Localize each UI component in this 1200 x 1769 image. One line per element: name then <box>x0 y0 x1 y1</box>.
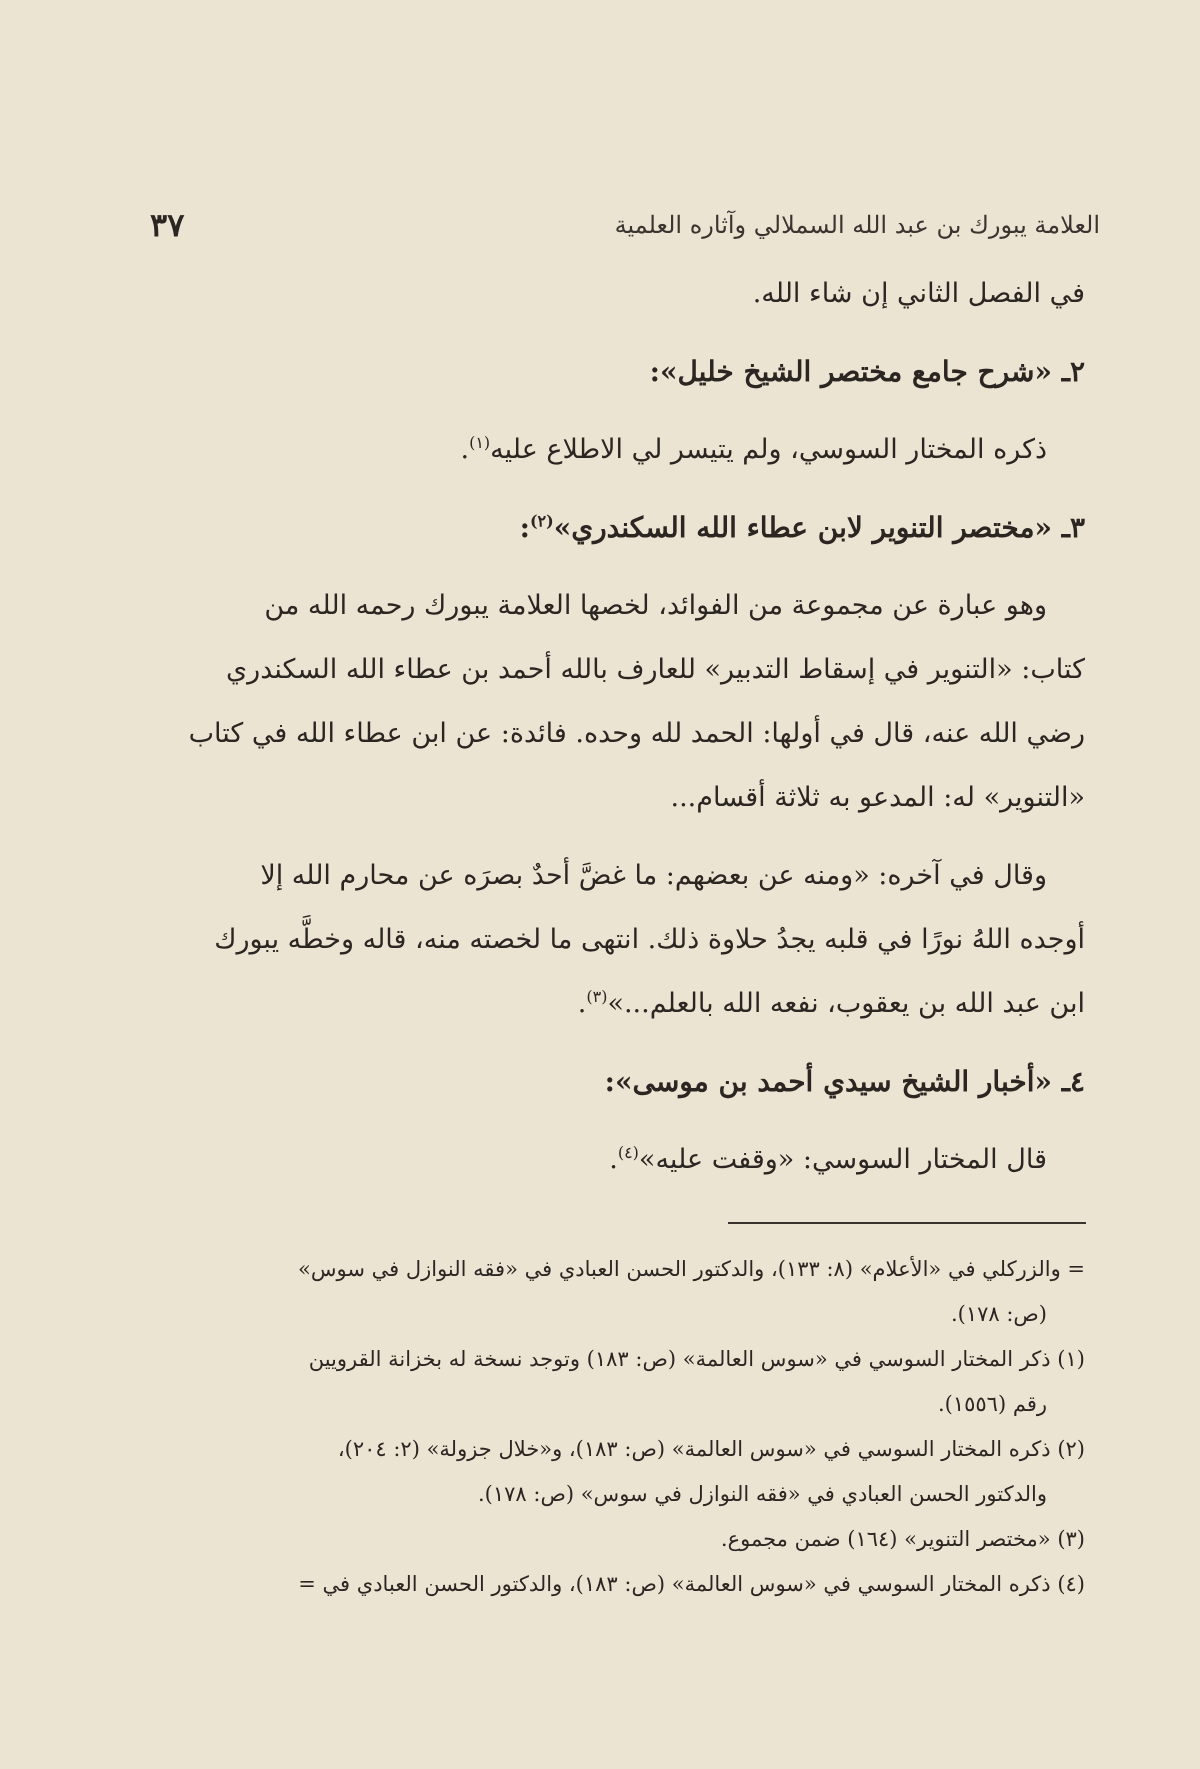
section-heading-2: ٢ـ «شرح جامع مختصر الشيخ خليل»: <box>649 355 1085 388</box>
footnotes <box>150 1247 1085 1607</box>
paragraph-5-text: قال المختار السوسي: «وقفت عليه» <box>638 1144 1047 1175</box>
paragraph-4-line-2: أوجده اللهُ نورًا في قلبه يجدُ حلاوة ذلك. انتهى ما لخصته منه، قاله وخطَّه يبورك <box>214 924 1085 955</box>
footnote-2-line-2: والدكتور الحسن العبادي في «فقه النوازل في سوس» (ص: ١٧٨). <box>477 1482 1047 1506</box>
footnote-ref-1: (١) <box>469 433 491 452</box>
body-line: في الفصل الثاني إن شاء الله. <box>752 278 1085 309</box>
main-text <box>150 262 1085 1192</box>
paragraph-3-line-1: وهو عبارة عن مجموعة من الفوائد، لخصها العلامة يبورك رحمه الله من <box>264 590 1047 621</box>
section-heading-3-end: : <box>519 511 530 544</box>
running-head: العلامة يبورك بن عبد الله السملالي وآثاره العلمية <box>614 211 1100 239</box>
paragraph-4-line-1: وقال في آخره: «ومنه عن بعضهم: ما غضَّ أحدٌ بصرَه عن محارم الله إلا <box>260 860 1047 891</box>
footnote-2-line-1: (٢) ذكره المختار السوسي في «سوس العالمة» (ص: ١٨٣)، و«خلال جزولة» (٢: ٢٠٤)، <box>337 1437 1085 1461</box>
paragraph-4-line-3-text: ابن عبد الله بن يعقوب، نفعه الله بالعلم...» <box>607 988 1085 1019</box>
footnote-1-line-1: (١) ذكر المختار السوسي في «سوس العالمة» (ص: ١٨٣) وتوجد نسخة له بخزانة القرويين <box>308 1347 1085 1371</box>
footnote-ref-3: (٣) <box>586 987 608 1006</box>
footnote-ref-2: (٢) <box>529 511 554 531</box>
footnote-1-line-2: رقم (١٥٥٦). <box>937 1392 1047 1416</box>
footnote-ref-4: (٤) <box>617 1143 639 1162</box>
footnote-3: (٣) «مختصر التنوير» (١٦٤) ضمن مجموع. <box>720 1527 1085 1551</box>
paragraph-3-line-3: رضي الله عنه، قال في أولها: الحمد لله وحده. فائدة: عن ابن عطاء الله في كتاب <box>188 718 1085 749</box>
paragraph-3-line-2: كتاب: «التنوير في إسقاط التدبير» للعارف بالله أحمد بن عطاء الله السكندري <box>226 654 1085 685</box>
paragraph-4-line-3 <box>150 972 1085 1036</box>
paragraph-2-text: ذكره المختار السوسي، ولم يتيسر لي الاطلاع عليه <box>490 434 1047 465</box>
page-header <box>150 205 1100 245</box>
section-heading-4: ٤ـ «أخبار الشيخ سيدي أحمد بن موسى»: <box>604 1065 1085 1098</box>
paragraph-2-end: . <box>460 434 470 465</box>
footnote-continuation-line-1: = والزركلي في «الأعلام» (٨: ١٣٣)، والدكتور الحسن العبادي في «فقه النوازل في سوس» <box>298 1257 1085 1281</box>
page-number: ٣٧ <box>150 206 185 244</box>
footnote-continuation-line-2: (ص: ١٧٨). <box>950 1302 1047 1326</box>
section-heading-3-text: ٣ـ «مختصر التنوير لابن عطاء الله السكندري» <box>553 511 1085 544</box>
paragraph-5 <box>150 1128 1085 1192</box>
paragraph-2 <box>150 418 1085 482</box>
section-heading-3 <box>150 496 1085 560</box>
footnote-4: (٤) ذكره المختار السوسي في «سوس العالمة» (ص: ١٨٣)، والدكتور الحسن العبادي في = <box>298 1572 1085 1596</box>
paragraph-5-end: . <box>609 1144 618 1175</box>
footnote-separator <box>728 1222 1086 1224</box>
paragraph-4-end: . <box>577 988 587 1019</box>
paragraph-3-line-4: «التنوير» له: المدعو به ثلاثة أقسام... <box>670 782 1085 813</box>
